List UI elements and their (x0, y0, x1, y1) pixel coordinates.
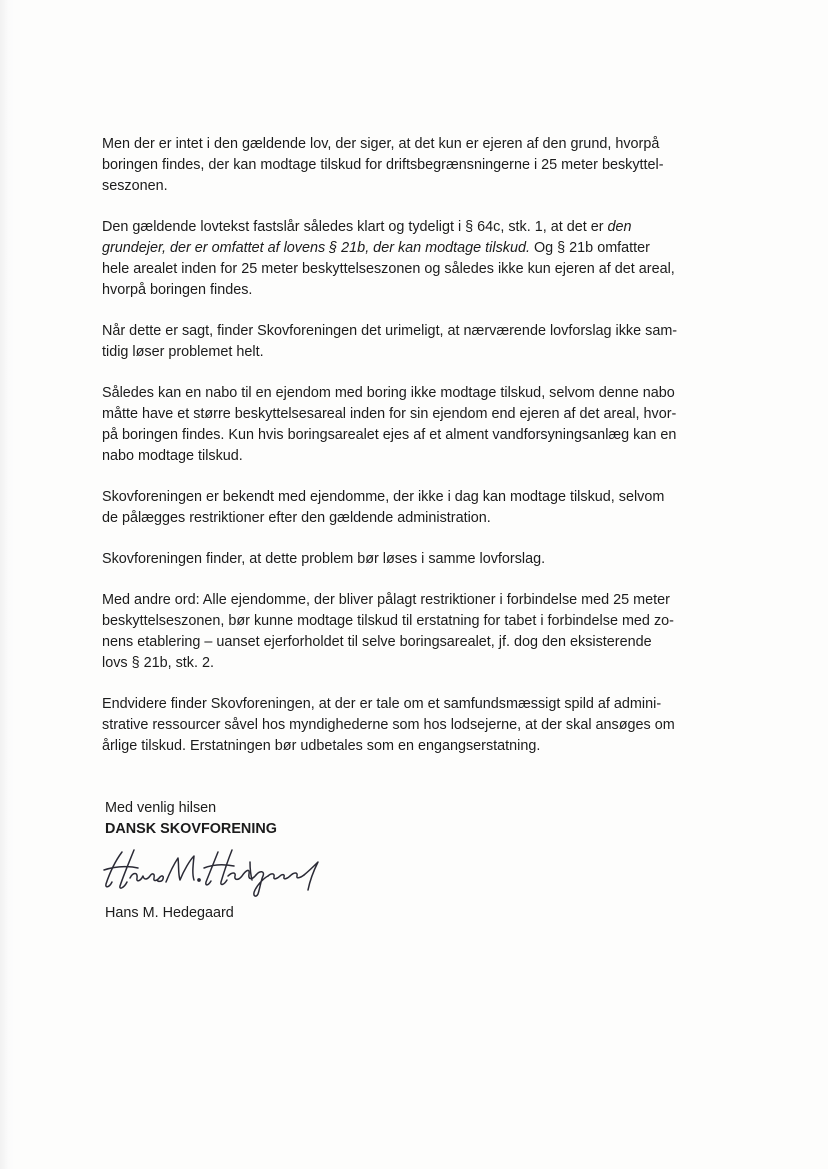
paragraph-7 (102, 590, 728, 674)
paragraph-4 (102, 383, 728, 467)
paragraph-8 (102, 694, 728, 757)
closing-block (105, 798, 277, 840)
text-line: Når dette er sagt, finder Skovforeningen det urimeligt, at nærværende lovforslag ikke sam- (102, 323, 678, 339)
text-line: lovs § 21b, stk. 2. (102, 655, 214, 671)
text-line: hele arealet inden for 25 meter beskyttelseszonen og således ikke kun ejeren af det areal, (102, 261, 675, 277)
text-line: strative ressourcer såvel hos myndighederne som hos lodsejerne, at der skal ansøges om (102, 717, 675, 733)
text-line: boringen findes, der kan modtage tilskud for driftsbegrænsningerne i 25 meter beskyttel- (102, 157, 664, 173)
text-line: Skovforeningen er bekendt med ejendomme, der ikke i dag kan modtage tilskud, selvom (102, 489, 665, 505)
letter-body (102, 134, 728, 777)
text-italic: den (607, 219, 632, 235)
text-line: Med andre ord: Alle ejendomme, der bliver pålagt restriktioner i forbindelse med 25 meter (102, 592, 670, 608)
text-line: Endvidere finder Skovforeningen, at der er tale om et samfundsmæssigt spild af admini- (102, 696, 662, 712)
signer-name: Hans M. Hedegaard (105, 905, 234, 921)
text-line: årlige tilskud. Erstatningen bør udbetales som en engangserstatning. (102, 738, 541, 754)
text-plain: Og § 21b omfatter (529, 240, 650, 256)
text-line: seszonen. (102, 178, 168, 194)
organization-name: DANSK SKOVFORENING (105, 821, 277, 837)
text-line: Skovforeningen finder, at dette problem bør løses i samme lovforslag. (102, 551, 546, 567)
text-line: hvorpå boringen findes. (102, 282, 253, 298)
text-line: nabo modtage tilskud. (102, 448, 243, 464)
text-line: Men der er intet i den gældende lov, der siger, at det kun er ejeren af den grund, hvorpå (102, 136, 660, 152)
text-line: de pålægges restriktioner efter den gældende administration. (102, 510, 491, 526)
text-line (102, 238, 728, 259)
text-line: tidig løser problemet helt. (102, 344, 264, 360)
text-italic: grundejer, der er omfattet af lovens § 21b, der kan modtage tilskud. (102, 240, 530, 256)
paragraph-2 (102, 217, 728, 301)
paragraph-6 (102, 549, 728, 570)
text-plain: Den gældende lovtekst fastslår således klart og tydeligt i § 64c, stk. 1, at det er (102, 219, 608, 235)
handwritten-signature (100, 846, 330, 900)
text-line: Således kan en nabo til en ejendom med boring ikke modtage tilskud, selvom denne nabo (102, 385, 675, 401)
paragraph-1 (102, 134, 728, 197)
text-line: beskyttelseszonen, bør kunne modtage tilskud til erstatning for tabet i forbindelse med zo- (102, 613, 674, 629)
text-line (102, 217, 728, 238)
scan-edge-shadow (0, 0, 14, 1169)
paragraph-3 (102, 321, 728, 363)
text-line: nens etablering – uanset ejerforholdet til selve boringsarealet, jf. dog den eksisterende (102, 634, 652, 650)
text-line: på boringen findes. Kun hvis boringsarealet ejes af et alment vandforsyningsanlæg kan en (102, 427, 677, 443)
paragraph-5 (102, 487, 728, 529)
text-line: måtte have et større beskyttelsesareal inden for sin ejendom end ejeren af det areal, hvor- (102, 406, 677, 422)
greeting: Med venlig hilsen (105, 800, 217, 816)
